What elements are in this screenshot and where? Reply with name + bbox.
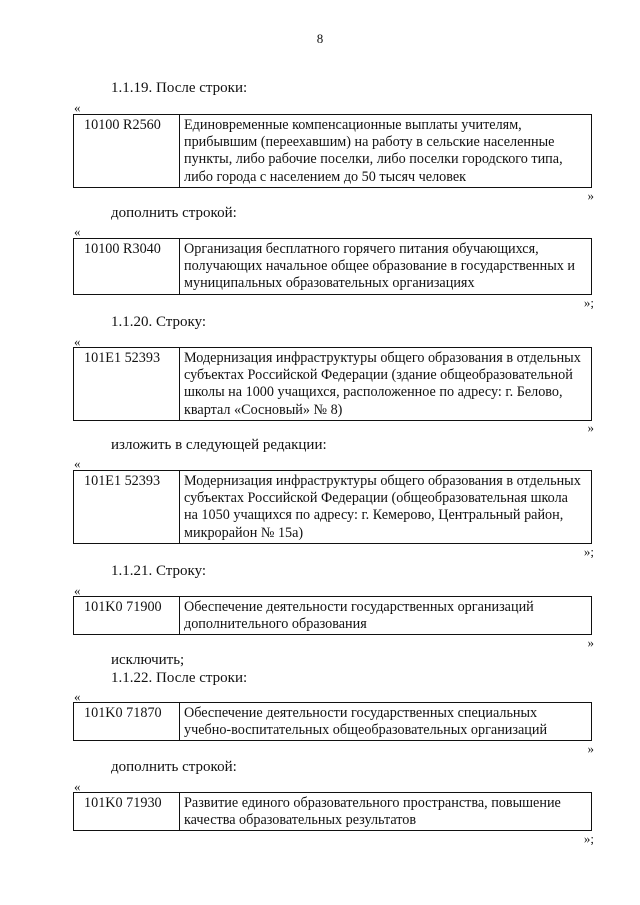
description-line: Развитие единого образовательного пространства, повышение [184,795,561,811]
closing-quote: » [587,741,594,756]
description-line: Модернизация инфраструктуры общего образования в отдельных [184,350,581,366]
description-line: микрорайон № 15а) [184,524,304,541]
paragraph-heading: 1.1.22. После строки: [111,670,248,686]
description-line: Обеспечение деятельности государственных организаций [184,599,534,615]
closing-quote: »; [583,295,594,310]
opening-quote: « [74,334,81,349]
budget-code-table [73,238,592,295]
budget-code-cell: 10100 R3040 [74,239,180,295]
table-row [74,348,592,421]
paragraph-heading: 1.1.20. Строку: [111,314,207,330]
table-row [74,471,592,544]
budget-code-table [73,470,592,544]
opening-quote: « [74,689,81,704]
paragraph-heading: дополнить строкой: [111,205,237,221]
budget-code-table [73,702,592,741]
description-line: качества образовательных результатов [184,812,417,829]
table-row [74,703,592,741]
paragraph-heading: изложить в следующей редакции: [111,437,327,453]
closing-quote: »; [583,831,594,846]
table-row [74,115,592,188]
description-cell [180,348,592,421]
opening-quote: « [74,583,81,598]
budget-code-table [73,347,592,421]
paragraph-heading: дополнить строкой: [111,759,237,775]
budget-code-cell: 101K0 71900 [74,597,180,635]
description-line: Организация бесплатного горячего питания обучающихся, [184,241,539,257]
closing-quote: »; [583,544,594,559]
budget-code-cell: 101K0 71930 [74,793,180,831]
description-line: на 1050 учащихся по адресу: г. Кемерово, Центральный район, [184,507,564,524]
page-number: 8 [316,31,324,46]
paragraph-heading: исключить; [111,652,185,668]
description-cell [180,471,592,544]
description-cell [180,239,592,295]
paragraph-heading: 1.1.21. Строку: [111,563,207,579]
opening-quote: « [74,100,81,115]
table-row [74,239,592,295]
closing-quote: » [587,420,594,435]
budget-code-table [73,114,592,188]
description-cell [180,703,592,741]
budget-code-cell: 101K0 71870 [74,703,180,741]
description-line: муниципальных образовательных организациях [184,275,475,292]
description-line: пункты, либо рабочие поселки, либо поселки городского типа, [184,151,563,168]
paragraph-heading: 1.1.19. После строки: [111,80,248,96]
table-row [74,793,592,831]
opening-quote: « [74,456,81,471]
description-cell [180,597,592,635]
description-line: прибывшим (переехавшим) на работу в сельские населенные [184,134,555,151]
description-line: школы на 1000 учащихся, расположенное по адресу: г. Белово, [184,384,563,401]
budget-code-table [73,792,592,831]
opening-quote: « [74,224,81,239]
budget-code-cell: 101E1 52393 [74,348,180,421]
description-line: получающих начальное общее образование в государственных и [184,258,575,275]
closing-quote: » [587,188,594,203]
table-row [74,597,592,635]
budget-code-cell: 10100 R2560 [74,115,180,188]
description-line: Обеспечение деятельности государственных специальных [184,705,538,721]
description-line: квартал «Сосновый» № 8) [184,401,343,418]
description-line: дополнительного образования [184,616,367,633]
description-line: субъектах Российской Федерации (здание общеобразовательной [184,367,573,384]
description-cell [180,793,592,831]
opening-quote: « [74,779,81,794]
description-line: субъектах Российской Федерации (общеобразовательная школа [184,490,568,507]
closing-quote: » [587,635,594,650]
description-line: Единовременные компенсационные выплаты учителям, [184,117,522,133]
description-line: учебно-воспитательных общеобразовательных организаций [184,722,548,739]
description-line: либо города с населением до 50 тысяч человек [184,168,467,185]
description-cell [180,115,592,188]
budget-code-cell: 101E1 52393 [74,471,180,544]
budget-code-table [73,596,592,635]
description-line: Модернизация инфраструктуры общего образования в отдельных [184,473,581,489]
